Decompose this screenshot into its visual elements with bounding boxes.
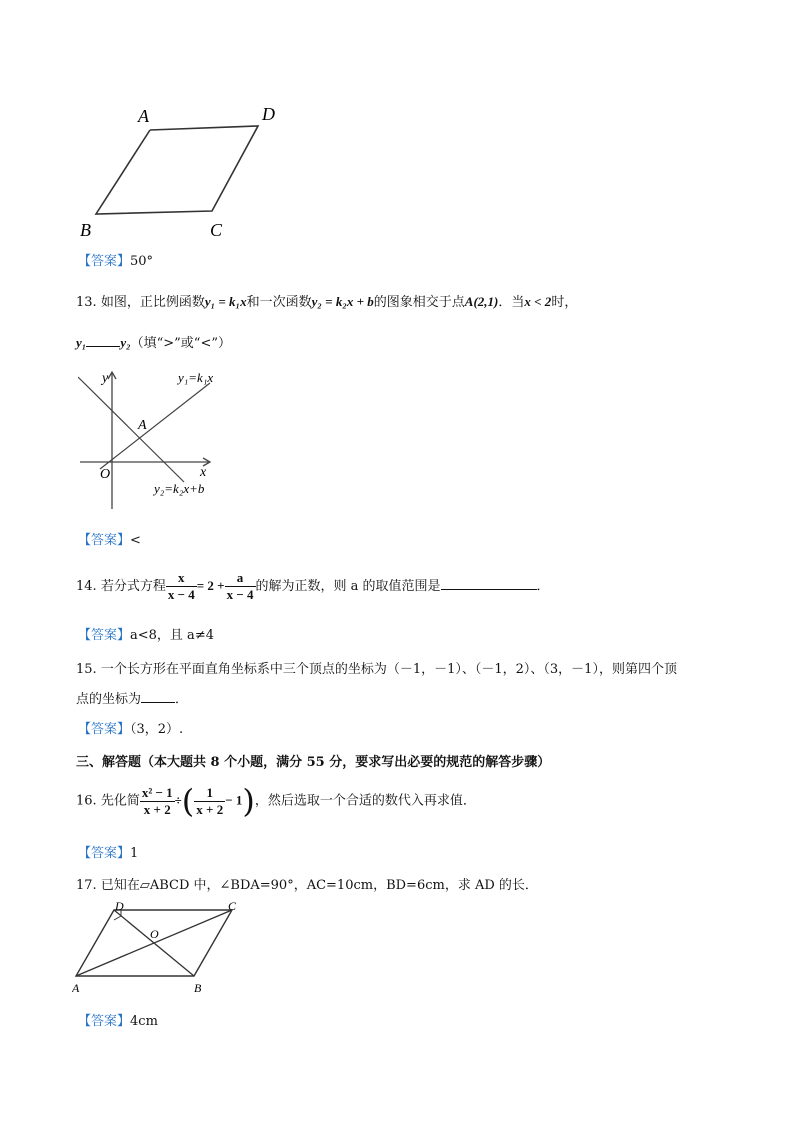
right-paren: ) <box>242 782 255 820</box>
q12-label-c: C <box>210 220 223 240</box>
symbol-y2: y₂ <box>120 335 131 350</box>
q13-question <box>76 291 577 310</box>
fraction-1 <box>140 785 175 818</box>
q13-fill-line <box>76 332 231 351</box>
fraction-numerator: x² − 1 <box>141 784 173 800</box>
line-y1 <box>100 383 210 469</box>
q15-question-line2 <box>76 688 188 707</box>
answer-tag: 【答案】 <box>78 254 131 269</box>
diagonal-bd <box>114 910 194 976</box>
answer-blank[interactable] <box>441 589 537 590</box>
q14-answer <box>78 624 214 643</box>
q17-parallelogram-figure <box>72 900 240 996</box>
q12-label-d: D <box>262 104 275 124</box>
question-number: 15. <box>76 662 97 677</box>
q17-label-a: A <box>72 981 80 995</box>
answer-text: a<8，且 a≠4 <box>130 628 214 643</box>
question-text: 的图象相交于点 <box>373 295 465 310</box>
q12-label-b: B <box>80 220 91 240</box>
y-axis-label: y <box>102 371 109 386</box>
answer-text: 4cm <box>130 1014 158 1029</box>
equation-y1: y₁ = k₁x <box>204 294 247 309</box>
answer-blank[interactable] <box>141 702 175 703</box>
line-y2-label: y₂=k₂x+b <box>154 481 205 496</box>
fraction-2 <box>225 570 256 603</box>
question-text: 如图，正比例函数 <box>100 295 205 310</box>
fraction-numerator: 1 <box>194 785 225 802</box>
fraction-denominator: x + 2 <box>196 801 224 817</box>
answer-tag: 【答案】 <box>78 1014 131 1029</box>
q12-parallelogram-shape <box>96 126 258 214</box>
q13-graph <box>78 365 238 513</box>
fraction-denominator: x − 4 <box>226 587 254 602</box>
division-sign: ÷ <box>174 792 182 808</box>
question-text: ．当 <box>498 295 525 310</box>
question-text: 一个长方形在平面直角坐标系中三个顶点的坐标为（－1，－1）、（－1，2）、（3，－1），则第四个顶 <box>100 662 677 677</box>
q17-answer <box>78 1010 158 1029</box>
question-number: 16. <box>76 793 97 809</box>
q17-label-c: C <box>228 900 237 913</box>
hint-text: （填“>”或“<”） <box>130 336 231 351</box>
answer-text: （3，2）. <box>130 722 184 737</box>
section-3-heading: 三、解答题（本大题共 8 个小题，满分 55 分，要求写出必要的规范的解答步骤） <box>76 755 551 770</box>
q12-answer <box>78 250 153 269</box>
q15-question-line1 <box>76 658 677 677</box>
fraction-denominator: x + 2 <box>143 801 171 817</box>
fraction-numerator: x <box>166 570 197 587</box>
x-axis-label: x <box>200 465 207 480</box>
question-text: 点的坐标为 <box>76 692 142 707</box>
q17-question <box>76 874 538 893</box>
question-number: 14. <box>76 579 97 594</box>
fraction-denominator: x − 4 <box>167 587 195 602</box>
intersection-label: A <box>138 418 147 433</box>
fraction-2 <box>194 785 225 818</box>
question-text: 时， <box>551 295 578 310</box>
q12-parallelogram-figure <box>78 98 288 240</box>
origin-label: O <box>100 467 111 482</box>
question-text: 的解为正数，则 a 的取值范围是 <box>255 579 441 594</box>
equation-y2: y₂ = k₂x + b <box>311 294 374 309</box>
question-text: 和一次函数 <box>246 295 312 310</box>
answer-blank[interactable] <box>86 346 120 347</box>
answer-text: 1 <box>130 846 139 861</box>
symbol-y1: y₁ <box>76 335 87 350</box>
q16-question <box>76 782 476 832</box>
answer-tag: 【答案】 <box>78 846 131 861</box>
answer-tag: 【答案】 <box>78 628 131 643</box>
question-text: ． <box>536 579 550 594</box>
question-text: 若分式方程 <box>100 579 166 594</box>
question-number: 13. <box>76 295 97 310</box>
q14-question <box>76 570 550 603</box>
question-number: 17. <box>76 878 97 893</box>
fraction-numerator: a <box>225 570 256 587</box>
point-a: A(2,1) <box>464 294 499 309</box>
q17-label-o: O <box>150 927 159 941</box>
q13-answer <box>78 529 141 548</box>
answer-tag: 【答案】 <box>78 722 131 737</box>
answer-tag: 【答案】 <box>78 533 131 548</box>
question-text: ． <box>175 692 189 707</box>
answer-text: 50° <box>130 254 154 269</box>
minus-one: − 1 <box>225 792 243 808</box>
q16-answer <box>78 842 138 861</box>
equation-middle: = 2 + <box>196 578 225 593</box>
question-text: ，然后选取一个合适的数代入再求值． <box>254 793 476 809</box>
line-y1-label: y₁=k₁x <box>178 370 214 385</box>
question-text: 先化简 <box>100 793 140 809</box>
line-y2 <box>78 377 184 482</box>
left-paren: ( <box>181 782 195 820</box>
q17-label-d: D <box>115 900 124 913</box>
question-text: 已知在▱ABCD 中，∠BDA=90°，AC=10cm，BD=6cm，求 AD 的长． <box>100 878 538 893</box>
answer-text: < <box>130 533 141 548</box>
q15-answer <box>78 718 183 737</box>
q12-label-a: A <box>138 106 149 126</box>
q17-label-b: B <box>194 981 202 995</box>
fraction-1 <box>166 570 197 603</box>
condition: x < 2 <box>524 294 552 309</box>
